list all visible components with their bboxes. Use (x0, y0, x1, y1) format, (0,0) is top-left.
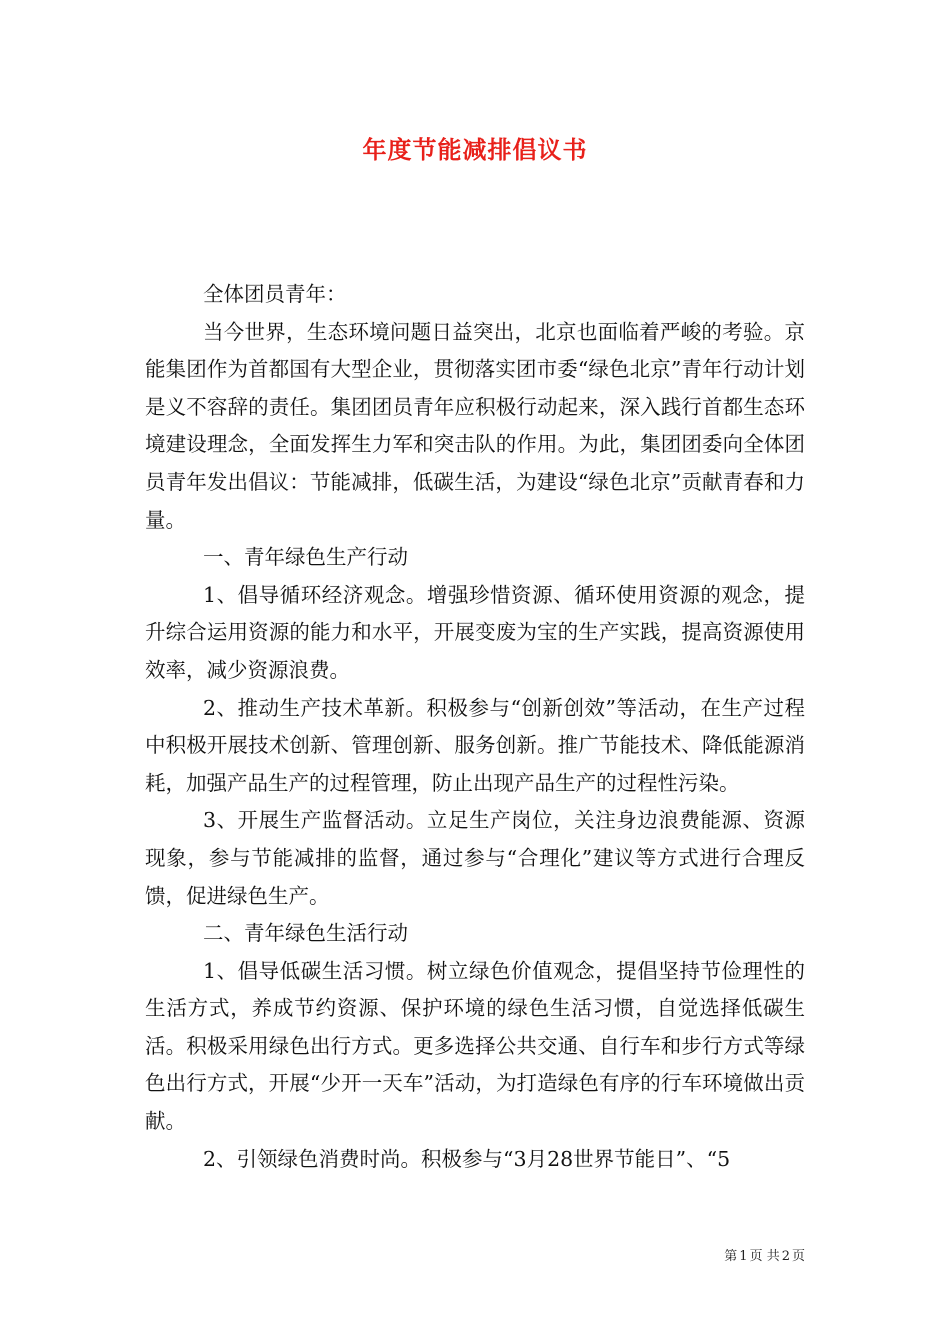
page-prefix: 第 (724, 1249, 738, 1264)
current-page: 1 (739, 1249, 748, 1264)
section-heading-life: 二、青年绿色生活行动 (203, 921, 408, 946)
paragraph-intro: 当今世界，生态环境问题日益突出，北京也面临着严峻的考验。京能集团作为首都国有大型企业，贯彻落实团市委“绿色北京”青年行动计划是义不容辞的责任。集团团员青年应积极行动起来，深入践行首都生态环境建设理念，全面发挥生力军和突击队的作用。为此，集团团委向全体团员青年发出倡议：节能减排，低碳生活，为建设“绿色北京”贡献青春和力量。 (145, 319, 805, 532)
page-number (0, 1248, 806, 1266)
paragraph-production-3: 3、开展生产监督活动。立足生产岗位，关注身边浪费能源、资源现象，参与节能减排的监督，通过参与“合理化”建议等方式进行合理反馈，促进绿色生产。 (145, 808, 805, 908)
document-body (145, 276, 805, 1178)
document-title: 年度节能减排倡议书 (362, 135, 588, 164)
paragraph-production-2: 2、推动生产技术革新。积极参与“创新创效”等活动，在生产过程中积极开展技术创新、管理创新、服务创新。推广节能技术、降低能源消耗，加强产品生产的过程管理，防止出现产品生产的过程性污染。 (145, 695, 805, 795)
paragraph-production-1: 1、倡导循环经济观念。增强珍惜资源、循环使用资源的观念，提升综合运用资源的能力和水平，开展变废为宝的生产实践，提高资源使用效率，减少资源浪费。 (145, 582, 805, 682)
page-suffix: 页 (791, 1249, 805, 1264)
page-mid: 页 共 (749, 1249, 780, 1264)
salutation: 全体团员青年： (203, 282, 347, 306)
total-pages: 2 (781, 1249, 790, 1264)
section-heading-production: 一、青年绿色生产行动 (203, 545, 408, 570)
paragraph-life-1: 1、倡导低碳生活习惯。树立绿色价值观念，提倡坚持节俭理性的生活方式，养成节约资源、保护环境的绿色生活习惯，自觉选择低碳生活。积极采用绿色出行方式。更多选择公共交通、自行车和步行方式等绿色出行方式，开展“少开一天车”活动，为打造绿色有序的行车环境做出贡献。 (145, 958, 805, 1134)
paragraph-life-2: 2、引领绿色消费时尚。积极参与“3月28世界节能日”、“5 (203, 1146, 731, 1171)
